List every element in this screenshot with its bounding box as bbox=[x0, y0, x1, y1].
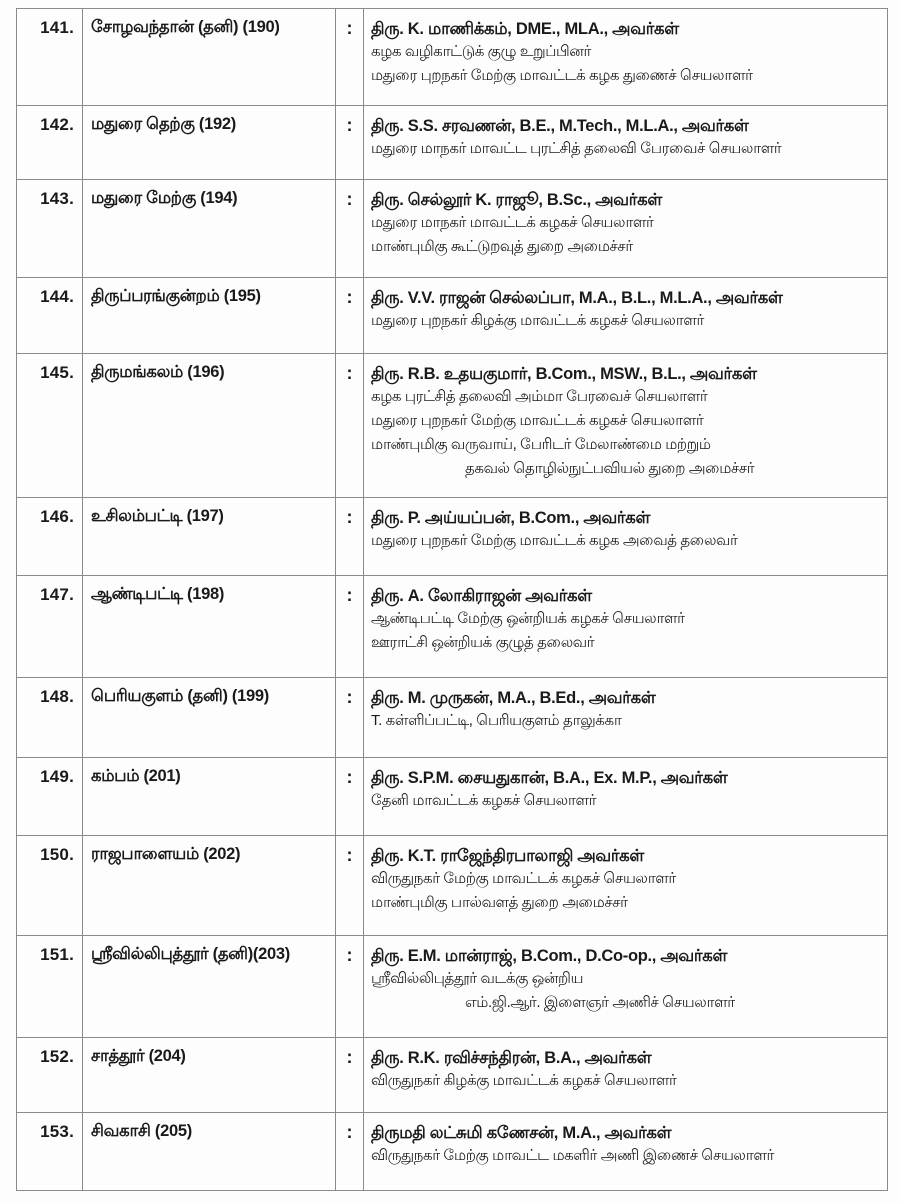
candidate-designation: மதுரை புறநகர் மேற்கு மாவட்டக் கழக அவைத் தலைவர் bbox=[371, 532, 738, 549]
candidate-designation: விருதுநகர் மேற்கு மாவட்டக் கழகச் செயலாளர் bbox=[371, 870, 676, 887]
table-row bbox=[17, 836, 888, 936]
table-row bbox=[17, 758, 888, 836]
candidate-details bbox=[364, 576, 888, 678]
serial-number: 142. bbox=[17, 106, 83, 180]
candidate-table-body bbox=[17, 9, 888, 1191]
candidate-details bbox=[364, 1113, 888, 1191]
candidate-designation: மாண்புமிகு பால்வளத் துறை அமைச்சர் bbox=[371, 894, 628, 911]
table-row bbox=[17, 498, 888, 576]
table-row bbox=[17, 576, 888, 678]
candidate-designation: மாண்புமிகு வருவாய், பேரிடர் மேலாண்மை மற்றும் bbox=[371, 436, 711, 453]
colon-separator: : bbox=[336, 354, 364, 498]
candidate-designation: மதுரை புறநகர் கிழக்கு மாவட்டக் கழகச் செயலாளர் bbox=[371, 312, 704, 329]
table-row bbox=[17, 180, 888, 278]
candidate-name: திரு. செல்லூர் K. ராஜூ, B.Sc., அவர்கள் bbox=[371, 191, 662, 209]
candidate-designation: மதுரை மாநகர் மாவட்ட புரட்சித் தலைவி பேரவைச் செயலாளர் bbox=[371, 140, 782, 157]
candidate-designation: மதுரை புறநகர் மேற்கு மாவட்டக் கழக துணைச் செயலாளர் bbox=[371, 67, 753, 84]
colon-separator: : bbox=[336, 498, 364, 576]
candidate-designation: விருதுநகர் கிழக்கு மாவட்டக் கழகச் செயலாளர் bbox=[371, 1072, 677, 1089]
colon-separator: : bbox=[336, 278, 364, 354]
table-row bbox=[17, 354, 888, 498]
candidate-designation: கழக புரட்சித் தலைவி அம்மா பேரவைச் செயலாளர் bbox=[371, 388, 708, 405]
constituency-name: மதுரை மேற்கு (194) bbox=[83, 180, 336, 278]
constituency-name: திருமங்கலம் (196) bbox=[83, 354, 336, 498]
candidate-details bbox=[364, 9, 888, 106]
candidate-details bbox=[364, 354, 888, 498]
candidate-designation: தேனி மாவட்டக் கழகச் செயலாளர் bbox=[371, 792, 597, 809]
serial-number: 150. bbox=[17, 836, 83, 936]
constituency-name: ஸ்ரீவில்லிபுத்தூர் (தனி)(203) bbox=[83, 936, 336, 1038]
colon-separator: : bbox=[336, 758, 364, 836]
table-row bbox=[17, 678, 888, 758]
constituency-name: ஆண்டிபட்டி (198) bbox=[83, 576, 336, 678]
serial-number: 151. bbox=[17, 936, 83, 1038]
candidate-designation: ஊராட்சி ஒன்றியக் குழுத் தலைவர் bbox=[371, 634, 595, 651]
serial-number: 152. bbox=[17, 1038, 83, 1113]
colon-separator: : bbox=[336, 1113, 364, 1191]
table-row bbox=[17, 278, 888, 354]
candidate-details bbox=[364, 678, 888, 758]
candidate-table bbox=[16, 8, 888, 1191]
colon-separator: : bbox=[336, 9, 364, 106]
serial-number: 144. bbox=[17, 278, 83, 354]
serial-number: 141. bbox=[17, 9, 83, 106]
serial-number: 143. bbox=[17, 180, 83, 278]
serial-number: 149. bbox=[17, 758, 83, 836]
colon-separator: : bbox=[336, 106, 364, 180]
serial-number: 153. bbox=[17, 1113, 83, 1191]
candidate-details bbox=[364, 180, 888, 278]
candidate-details bbox=[364, 1038, 888, 1113]
candidate-designation: தகவல் தொழில்நுட்பவியல் துறை அமைச்சர் bbox=[465, 460, 755, 477]
candidate-name: திரு. A. லோகிராஜன் அவர்கள் bbox=[371, 587, 592, 605]
constituency-name: சோழவந்தான் (தனி) (190) bbox=[83, 9, 336, 106]
serial-number: 147. bbox=[17, 576, 83, 678]
constituency-name: சிவகாசி (205) bbox=[83, 1113, 336, 1191]
candidate-designation: விருதுநகர் மேற்கு மாவட்ட மகளிர் அணி இணைச் செயலாளர் bbox=[371, 1147, 774, 1164]
candidate-name: திரு. P. அய்யப்பன், B.Com., அவர்கள் bbox=[371, 509, 651, 527]
candidate-details bbox=[364, 106, 888, 180]
constituency-name: கம்பம் (201) bbox=[83, 758, 336, 836]
candidate-details bbox=[364, 836, 888, 936]
colon-separator: : bbox=[336, 936, 364, 1038]
colon-separator: : bbox=[336, 576, 364, 678]
constituency-name: உசிலம்பட்டி (197) bbox=[83, 498, 336, 576]
candidate-designation: எம்.ஜி.ஆர். இளைஞர் அணிச் செயலாளர் bbox=[465, 994, 735, 1011]
candidate-name: திரு. K.T. ராஜேந்திரபாலாஜி அவர்கள் bbox=[371, 847, 645, 865]
candidate-designation: மதுரை புறநகர் மேற்கு மாவட்டக் கழகச் செயலாளர் bbox=[371, 412, 704, 429]
candidate-name: திருமதி லட்சுமி கணேசன், M.A., அவர்கள் bbox=[371, 1124, 672, 1142]
serial-number: 148. bbox=[17, 678, 83, 758]
candidate-designation: ஸ்ரீவில்லிபுத்தூர் வடக்கு ஒன்றிய bbox=[371, 970, 584, 987]
colon-separator: : bbox=[336, 836, 364, 936]
candidate-designation: கழக வழிகாட்டுக் குழு உறுப்பினர் bbox=[371, 43, 591, 60]
table-row bbox=[17, 1113, 888, 1191]
constituency-name: சாத்தூர் (204) bbox=[83, 1038, 336, 1113]
candidate-name: திரு. R.K. ரவிச்சந்திரன், B.A., அவர்கள் bbox=[371, 1049, 652, 1067]
candidate-name: திரு. K. மாணிக்கம், DME., MLA., அவர்கள் bbox=[371, 20, 679, 38]
candidate-details bbox=[364, 278, 888, 354]
candidate-name: திரு. S.S. சரவணன், B.E., M.Tech., M.L.A., அவர்கள் bbox=[371, 117, 749, 135]
constituency-name: ராஜபாளையம் (202) bbox=[83, 836, 336, 936]
table-row bbox=[17, 936, 888, 1038]
candidate-details bbox=[364, 498, 888, 576]
table-row bbox=[17, 106, 888, 180]
candidate-designation: மதுரை மாநகர் மாவட்டக் கழகச் செயலாளர் bbox=[371, 214, 654, 231]
candidate-name: திரு. M. முருகன், M.A., B.Ed., அவர்கள் bbox=[371, 689, 656, 707]
constituency-name: திருப்பரங்குன்றம் (195) bbox=[83, 278, 336, 354]
candidate-designation: மாண்புமிகு கூட்டுறவுத் துறை அமைச்சர் bbox=[371, 238, 633, 255]
serial-number: 146. bbox=[17, 498, 83, 576]
colon-separator: : bbox=[336, 180, 364, 278]
serial-number: 145. bbox=[17, 354, 83, 498]
colon-separator: : bbox=[336, 1038, 364, 1113]
constituency-name: பெரியகுளம் (தனி) (199) bbox=[83, 678, 336, 758]
candidate-details bbox=[364, 936, 888, 1038]
candidate-name: திரு. R.B. உதயகுமார், B.Com., MSW., B.L., அவர்கள் bbox=[371, 365, 757, 383]
candidate-name: திரு. V.V. ராஜன் செல்லப்பா, M.A., B.L., M.L.A., அவர்கள் bbox=[371, 289, 783, 307]
candidate-name: திரு. S.P.M. சையதுகான், B.A., Ex. M.P., அவர்கள் bbox=[371, 769, 728, 787]
table-row bbox=[17, 1038, 888, 1113]
candidate-designation: ஆண்டிபட்டி மேற்கு ஒன்றியக் கழகச் செயலாளர் bbox=[371, 610, 685, 627]
colon-separator: : bbox=[336, 678, 364, 758]
constituency-name: மதுரை தெற்கு (192) bbox=[83, 106, 336, 180]
table-row bbox=[17, 9, 888, 106]
candidate-name: திரு. E.M. மான்ராஜ், B.Com., D.Co-op., அவர்கள் bbox=[371, 947, 728, 965]
candidate-details bbox=[364, 758, 888, 836]
candidate-designation: T. கள்ளிப்பட்டி, பெரியகுளம் தாலுக்கா bbox=[371, 712, 622, 729]
